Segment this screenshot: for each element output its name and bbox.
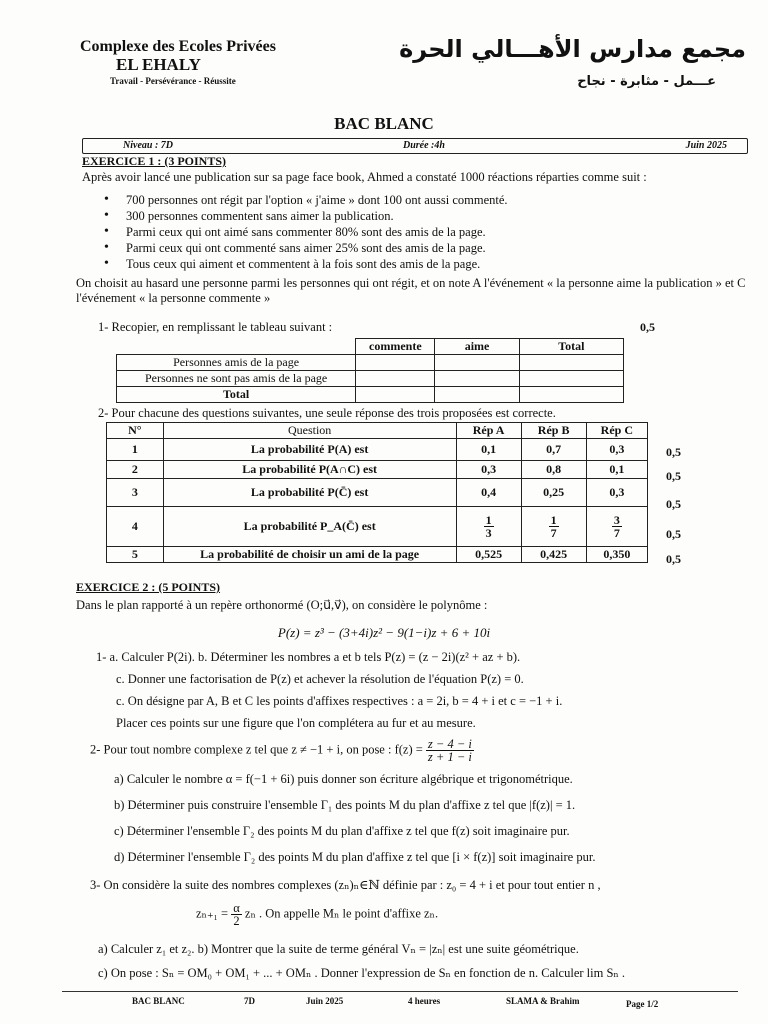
question-2-1a: 1- a. Calculer P(2i). b. Déterminer les nombres a et b tels P(z) = (z − 2i)(z² + az + b). [96, 650, 521, 664]
answer-b: 0,7 [521, 439, 586, 461]
row-points: 0,5 [666, 445, 681, 459]
footer-date: Juin 2025 [306, 996, 344, 1006]
answer-a: 0,1 [456, 439, 521, 461]
footer-authors: SLAMA & Brahim [506, 996, 580, 1006]
footer-level: 7D [244, 996, 255, 1006]
answer-b: 0,425 [521, 547, 586, 563]
school-header-fr [80, 38, 330, 86]
school-subname-fr: EL EHALY [116, 55, 201, 74]
answer-a: 0,525 [456, 547, 521, 563]
table-header: aime [435, 339, 519, 355]
exercise-1-intro: Après avoir lancé une publication sur sa page face book, Ahmed a constaté 1000 réactions réparties comme suit : [82, 170, 647, 184]
question-2-3c: c) On pose : Sₙ = OM₀ + OM₁ + ... + OMₙ . Donner l'expression de Sₙ en fonction de n. Calculer lim Sₙ . [98, 966, 626, 980]
table-row [107, 423, 648, 439]
exercise-1-title: EXERCICE 1 : (3 POINTS) [82, 154, 227, 168]
table-row [107, 547, 648, 563]
question-2-1d: c. On désigne par A, B et C les points d'affixes respectives : a = 2i, b = 4 + i et c = −1 + i. [116, 694, 563, 708]
fraction: $\frac{\alpha}{2}$ [233, 901, 240, 928]
row-number: 3 [107, 479, 164, 507]
table-header: commente [356, 339, 435, 355]
answer-a: 0,3 [456, 461, 521, 479]
table-row [117, 371, 624, 387]
question-1: 1- Recopier, en remplissant le tableau suivant : [98, 320, 333, 334]
table-row [107, 479, 648, 507]
row-question: La probabilité P_A(C̄) est [163, 507, 456, 547]
question-2-2a: a) Calculer le nombre α = f(−1 + 6i) puis donner son écriture algébrique et trigonométrique. [114, 772, 573, 786]
footer-divider [62, 991, 738, 992]
table-1 [116, 338, 624, 403]
question-2-2b: b) Déterminer puis construire l'ensemble Γ₁ des points M du plan d'affixe z tel que |f(z)| = 1. [114, 798, 576, 812]
question-2-2c: c) Déterminer l'ensemble Γ₂ des points M du plan d'affixe z tel que f(z) soit imaginaire pur. [114, 824, 570, 838]
bullet-item: • 700 personnes ont régit par l'option « j'aime » dont 100 ont aussi commenté. [104, 192, 744, 208]
duration-label: Durée :4h [403, 140, 445, 151]
table-header: Question [163, 423, 456, 439]
table-header: Rép B [521, 423, 586, 439]
row-number: 4 [107, 507, 164, 547]
footer-exam: BAC BLANC [132, 996, 185, 1006]
answer-a: 0,4 [456, 479, 521, 507]
table-row [107, 439, 648, 461]
school-motto-ar: عـــمل - مثابرة - نجاح [577, 74, 716, 89]
row-question: La probabilité P(A∩C) est [163, 461, 456, 479]
row-label: Total [117, 387, 356, 403]
question-2: 2- Pour chacune des questions suivantes, une seule réponse des trois proposées est correcte. [98, 406, 556, 420]
table-row [107, 507, 648, 547]
row-points: 0,5 [666, 527, 681, 541]
question-1-points: 0,5 [640, 320, 655, 334]
row-number: 5 [107, 547, 164, 563]
row-question: La probabilité P(A) est [163, 439, 456, 461]
polynomial: P(z) = z³ − (3+4i)z² − 9(1−i)z + 6 + 10i [277, 625, 491, 640]
row-points: 0,5 [666, 469, 681, 483]
school-name-ar: مجمع مدارس الأهـــالي الحرة [399, 35, 746, 63]
row-number: 1 [107, 439, 164, 461]
exercise-1-paragraph: On choisit au hasard une personne parmi les personnes qui ont régit, et on note A l'événement « la personne aime la publication » et C l'événement « la personne commente » [76, 276, 746, 305]
question-2-3a: a) Calculer z₁ et z₂. b) Montrer que la suite de terme général Vₙ = |zₙ| est une suite géométrique. [98, 942, 579, 956]
answer-a: $\frac{1}{3}$ [456, 507, 521, 547]
row-label: Personnes amis de la page [117, 355, 356, 371]
question-2-2-text: 2- Pour tout nombre complexe z tel que z ≠ −1 + i, on pose : f(z) = [90, 742, 423, 757]
footer-page: Page 1/2 [626, 999, 659, 1009]
question-2-3: 3- On considère la suite des nombres complexes (zₙ)ₙ∈ℕ définie par : z₀ = 4 + i et pour tout entier n , [90, 878, 601, 892]
table-header: Rép C [586, 423, 647, 439]
question-2-2d: d) Déterminer l'ensemble Γ₂ des points M du plan d'affixe z tel que [i × f(z)] soit imaginaire pur. [114, 850, 596, 864]
level-label: Niveau : 7D [123, 140, 173, 151]
answer-c: 0,3 [586, 439, 647, 461]
answer-c: 0,350 [586, 547, 647, 563]
exercise-2-intro: Dans le plan rapporté à un repère orthonormé (O;u⃗,v⃗), on considère le polynôme : [76, 598, 488, 612]
table-row [117, 387, 624, 403]
table-header: N° [107, 423, 164, 439]
exercise-1-bullets [104, 192, 744, 272]
table-header: Total [519, 339, 623, 355]
school-motto-fr: Travail - Persévérance - Réussite [110, 76, 236, 86]
row-question: La probabilité P(C̄) est [163, 479, 456, 507]
answer-c: 0,1 [586, 461, 647, 479]
answer-c: $\frac{3}{7}$ [586, 507, 647, 547]
table-row [117, 339, 624, 355]
fraction: $\frac{z - 4 - i}{z + 1 - i}$ [427, 737, 472, 764]
school-name-fr: Complexe des Ecoles Privées [80, 38, 276, 55]
answer-b: 0,8 [521, 461, 586, 479]
exam-info-bar [82, 138, 748, 154]
exercise-2-title: EXERCICE 2 : (5 POINTS) [76, 580, 221, 594]
question-2-1c: c. Donner une factorisation de P(z) et achever la résolution de l'équation P(z) = 0. [116, 672, 524, 686]
question-2-1e: Placer ces points sur une figure que l'on complétera au fur et au mesure. [116, 716, 476, 730]
table-header: Rép A [456, 423, 521, 439]
school-header-ar [399, 34, 746, 89]
row-question: La probabilité de choisir un ami de la page [163, 547, 456, 563]
row-number: 2 [107, 461, 164, 479]
table-row [117, 355, 624, 371]
answer-b: 0,25 [521, 479, 586, 507]
row-points: 0,5 [666, 552, 681, 566]
question-2-2 [90, 738, 750, 763]
bullet-item: • Parmi ceux qui ont commenté sans aimer 25% sont des amis de la page. [104, 240, 744, 256]
exam-title: BAC BLANC [334, 114, 434, 133]
bullet-item: • Parmi ceux qui ont aimé sans commenter 80% sont des amis de la page. [104, 224, 744, 240]
date-label: Juin 2025 [685, 140, 727, 151]
answer-b: $\frac{1}{7}$ [521, 507, 586, 547]
bullet-item: • Tous ceux qui aiment et commentent à la fois sont des amis de la page. [104, 256, 744, 272]
table-2 [106, 422, 648, 563]
row-label: Personnes ne sont pas amis de la page [117, 371, 356, 387]
bullet-item: • 300 personnes commentent sans aimer la publication. [104, 208, 744, 224]
recurrence: zₙ₊₁ = $\frac{\alpha}{2}$ zₙ . On appelle Mₙ le point d'affixe zₙ. [196, 901, 439, 928]
row-points: 0,5 [666, 497, 681, 511]
footer-duration: 4 heures [408, 996, 441, 1006]
answer-c: 0,3 [586, 479, 647, 507]
table-row [107, 461, 648, 479]
